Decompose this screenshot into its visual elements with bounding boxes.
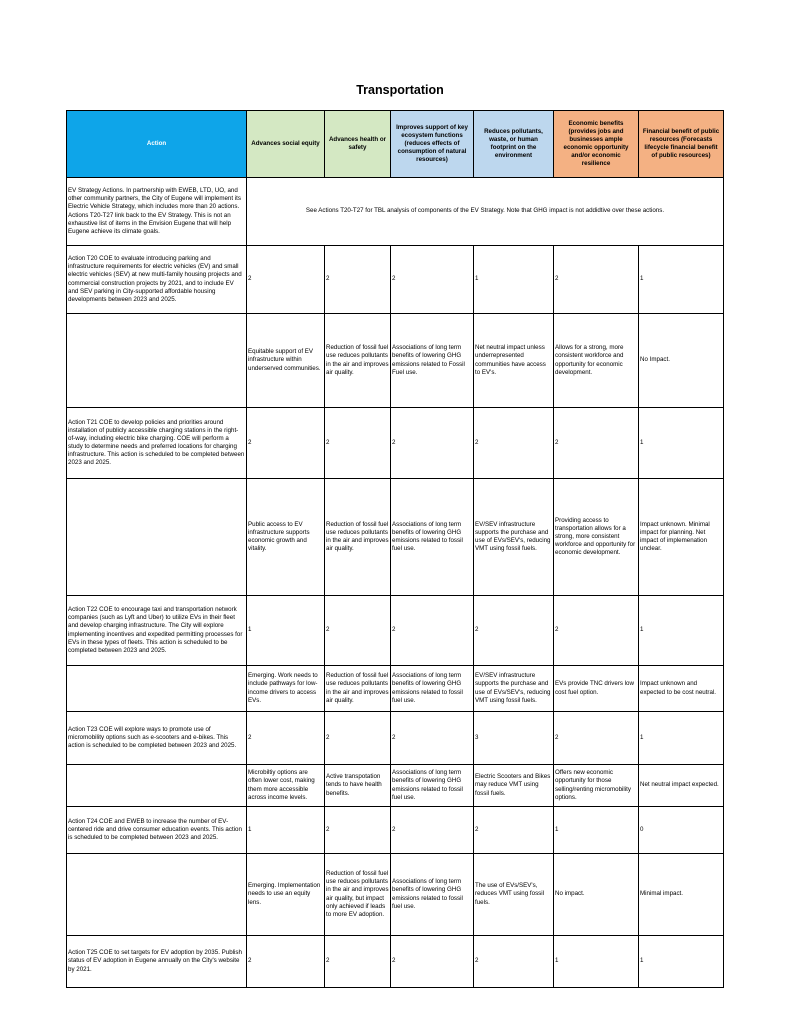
rationale-economic: EVs provide TNC drivers low cost fuel option. [554,666,639,712]
rationale-social-equity: Equitable support of EV infrastructure within underserved communities. [247,314,325,408]
header-ecosystem: Improves support of key ecosystem functions (reduces effects of consumption of natural resources) [391,111,474,178]
rationale-health-safety: Reduction of fossil fuel use reduces pollutants in the air and improves air quality. [325,479,391,596]
score-financial: 1 [639,408,724,479]
score-health-safety: 2 [325,246,391,314]
score-health-safety: 2 [325,936,391,988]
rationale-economic: Providing access to transportation allows for a strong, more consistent workforce and opportunity for economic development. [554,479,639,596]
rationale-pollutants: EV/SEV infrastructure supports the purchase and use of EVs/SEV's, reducing VMT using fossil fuels. [474,666,554,712]
rationale-pollutants: Net neutral impact unless underrepresented communities have access to EV's. [474,314,554,408]
rationale-financial: Net neutral impact expected. [639,765,724,807]
rationale-economic: Allows for a strong, more consistent workforce and opportunity for economic development. [554,314,639,408]
empty-cell [67,479,247,596]
action-row [67,596,724,666]
empty-cell [67,765,247,807]
score-financial: 1 [639,936,724,988]
score-social-equity: 2 [247,408,325,479]
score-pollutants: 2 [474,807,554,854]
score-financial: 0 [639,807,724,854]
score-economic: 2 [554,596,639,666]
score-health-safety: 2 [325,596,391,666]
header-pollutants: Reduces pollutants, waste, or human footprint on the environment [474,111,554,178]
rationale-pollutants: Electric Scooters and Bikes may reduce VMT using fossil fuels. [474,765,554,807]
action-text: Action T24 COE and EWEB to increase the number of EV-centered ride and drive consumer education events. This action is scheduled to be completed between 2023 and 2025. [67,807,247,854]
empty-cell [67,854,247,936]
score-pollutants: 1 [474,246,554,314]
header-economic: Economic benefits (provides jobs and businesses ample economic opportunity and/or economic resilience [554,111,639,178]
score-ecosystem: 2 [391,596,474,666]
score-pollutants: 3 [474,712,554,765]
rationale-financial: Impact unknown. Minimal impact for planning. Net impact of implemenation unclear. [639,479,724,596]
rationale-social-equity: Emerging. Work needs to include pathways for low-income drivers to access EVs. [247,666,325,712]
rationale-social-equity: Emerging. Implementation needs to use an equity lens. [247,854,325,936]
score-health-safety: 2 [325,408,391,479]
rationale-health-safety: Reduction of fossil fuel use reduces pollutants in the air and improves air quality. [325,666,391,712]
action-row [67,936,724,988]
header-social-equity: Advances social equity [247,111,325,178]
rationale-financial: No Impact. [639,314,724,408]
header-financial: Financial benefit of public resources (Forecasts lifecycle financial benefit of public resources) [639,111,724,178]
score-social-equity: 1 [247,596,325,666]
action-text: Action T22 COE to encourage taxi and transportation network companies (such as Lyft and Uber) to utilize EVs in their fleet and develop charging infrastructure. The City will explore implementing incentives and expedited permitting processes for EVs in these types of fleets. This action is scheduled to be completed between 2023 and 2025. [67,596,247,666]
page-title: Transportation [356,83,444,97]
rationale-row [67,765,724,807]
rationale-financial: Minimal impact. [639,854,724,936]
action-text: Action T23 COE will explore ways to promote use of micromobility options such as e-scooters and e-bikes. This action is scheduled to be completed between 2023 and 2025. [67,712,247,765]
rationale-row [67,479,724,596]
score-health-safety: 2 [325,712,391,765]
rationale-economic: Offers new economic opportunity for those selling/renting micromobility options. [554,765,639,807]
rationale-social-equity: Microbiltiy options are often lower cost, making them more accessible across income levels. [247,765,325,807]
score-ecosystem: 2 [391,936,474,988]
rationale-health-safety: Active transpotation tends to have health benefits. [325,765,391,807]
score-financial: 1 [639,246,724,314]
score-economic: 2 [554,246,639,314]
rationale-ecosystem: Associations of long term benefits of lowering GHG emissions related to fossil fuel use. [391,854,474,936]
header-health-safety: Advances health or safety [325,111,391,178]
rationale-pollutants: The use of EVs/SEV's, reduces VMT using fossil fuels. [474,854,554,936]
score-ecosystem: 2 [391,246,474,314]
action-text: Action T25 COE to set targets for EV adoption by 2035. Publish status of EV adoption in Eugene annually on the City's website by 2021. [67,936,247,988]
action-row [67,807,724,854]
rationale-health-safety: Reduction of fossil fuel use reduces pollutants in the air and improves air quality, but impact only achieved if leads to more EV adoption. [325,854,391,936]
strategy-row [67,178,724,246]
tbl-analysis-table [66,110,724,988]
rationale-pollutants: EV/SEV infrastructure supports the purchase and use of EVs/SEV's, reducing VMT using fossil fuels. [474,479,554,596]
rationale-economic: No impact. [554,854,639,936]
score-ecosystem: 2 [391,408,474,479]
strategy-note: See Actions T20-T27 for TBL analysis of components of the EV Strategy. Note that GHG impact is not addidtive over these actions. [247,178,724,246]
action-text: Action T21 COE to develop policies and priorities around installation of publicly accessible charging stations in the right-of-way, including electric bike charging. COE will perform a study to determine needs and preferred locations for charging infrastructure. This action is scheduled to be completed between 2023 and 2025. [67,408,247,479]
rationale-health-safety: Reduction of fossil fuel use reduces pollutants in the air and improves air quality. [325,314,391,408]
rationale-row [67,666,724,712]
empty-cell [67,666,247,712]
score-ecosystem: 2 [391,807,474,854]
action-row [67,408,724,479]
score-social-equity: 2 [247,246,325,314]
action-row [67,246,724,314]
score-financial: 1 [639,712,724,765]
rationale-social-equity: Public access to EV infrastructure supports economic growth and vitality. [247,479,325,596]
empty-cell [67,314,247,408]
header-action: Action [67,111,247,178]
action-text: Action T20 COE to evaluate introducing parking and infrastructure requirements for electric vehicles (EV) and small electric vehicles (SEV) at new multi-family housing projects and commercial construction projects by 2021, and to include EV and SEV parking in City-supported affordable housing developments between 2023 and 2025. [67,246,247,314]
score-economic: 2 [554,712,639,765]
rationale-ecosystem: Associations of long term benefits of lowering GHG emissions related to fossil fuel use. [391,479,474,596]
score-social-equity: 2 [247,936,325,988]
strategy-action: EV Strategy Actions. In partnership with EWEB, LTD, UO, and other community partners, the City of Eugene will implement its Electric Vehicle Strategy, which includes more than 20 actions. Actions T20-T27 link back to the EV Strategy. This is not an exhaustive list of items in the Envision Eugene that will help Eugene achieve its climate goals. [67,178,247,246]
rationale-ecosystem: Associations of long term benefits of lowering GHG emissions related to Fossil Fuel use. [391,314,474,408]
score-pollutants: 2 [474,596,554,666]
score-pollutants: 2 [474,936,554,988]
score-social-equity: 1 [247,807,325,854]
header-row [67,111,724,178]
rationale-financial: Impact unknown and expected to be cost neutral. [639,666,724,712]
rationale-row [67,854,724,936]
rationale-ecosystem: Associations of long term benefits of lowering GHG emissions related to fossil fuel use. [391,765,474,807]
action-row [67,712,724,765]
score-ecosystem: 2 [391,712,474,765]
rationale-ecosystem: Associations of long term benefits of lowering GHG emissions related to fossil fuel use. [391,666,474,712]
score-financial: 1 [639,596,724,666]
rationale-row [67,314,724,408]
score-economic: 2 [554,408,639,479]
score-economic: 1 [554,936,639,988]
score-social-equity: 2 [247,712,325,765]
score-pollutants: 2 [474,408,554,479]
score-health-safety: 2 [325,807,391,854]
score-economic: 1 [554,807,639,854]
